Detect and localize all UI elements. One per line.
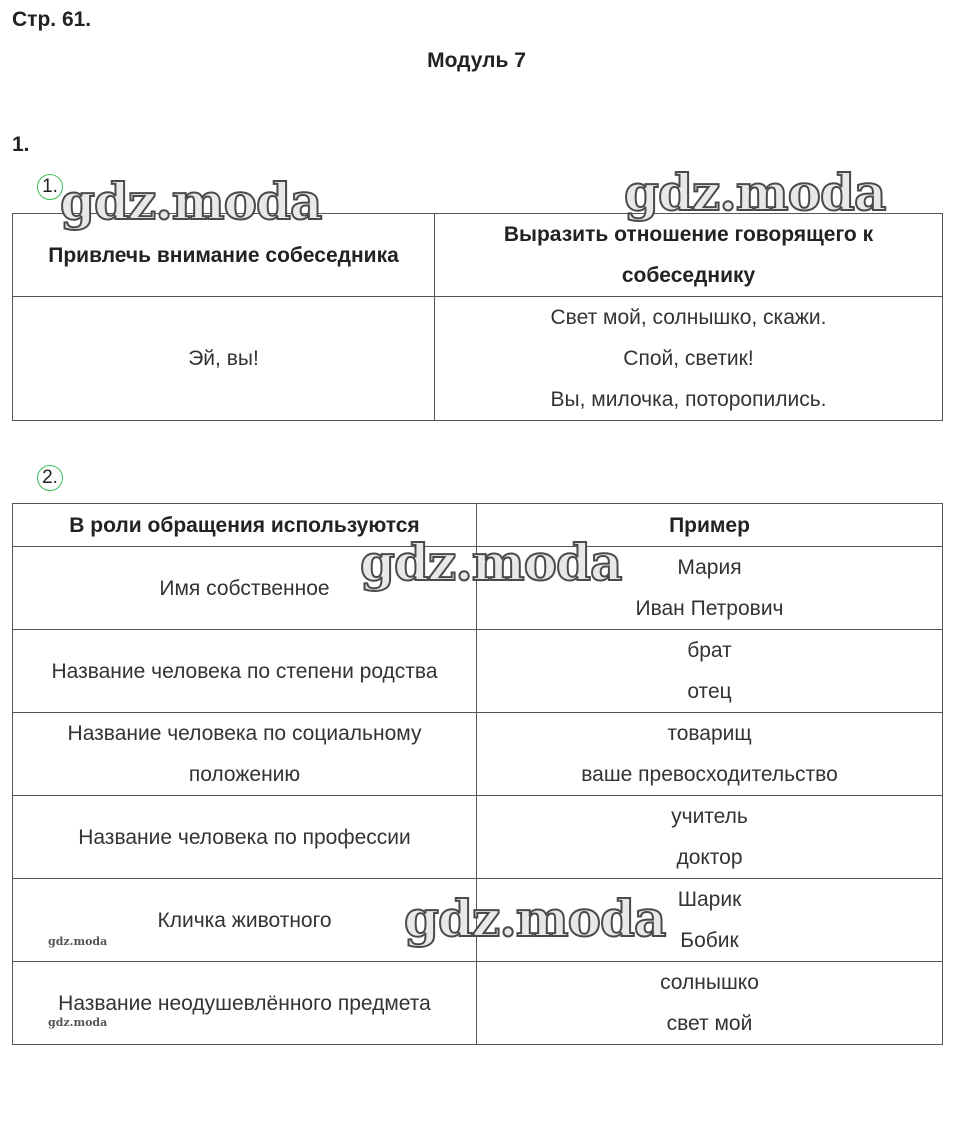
part-2-marker: 2. [37,465,63,491]
example-line: ваше превосходительство [581,763,838,786]
part-1-marker: 1. [37,174,63,200]
example-line: брат [687,639,732,662]
module-title: Модуль 7 [427,49,526,72]
table-row [13,297,943,421]
watermark-logo: gdz.moda [360,533,622,592]
address-type-cell [13,879,477,962]
address-type-cell [13,547,477,630]
example-line: учитель [671,805,748,828]
table-row [13,879,943,962]
table-row [13,962,943,1045]
example-cell [477,713,943,796]
example-line: Иван Петрович [635,597,784,620]
express-attitude-examples [435,297,943,421]
address-type-line: Кличка животного [157,908,332,932]
address-type-cell [13,796,477,879]
example-line: Бобик [680,929,739,952]
example-cell [477,630,943,713]
part-2-table [12,503,943,1045]
table-row [13,630,943,713]
example-line: товарищ [667,722,752,745]
task-number: 1. [12,133,30,156]
address-type-line: Название человека по профессии [78,825,411,849]
page-reference: Стр. 61. [12,8,92,31]
example-cell [477,547,943,630]
example-cell [477,796,943,879]
table-header-row [13,214,943,297]
table-row [13,547,943,630]
example-cell [477,962,943,1045]
example-line: доктор [676,846,743,869]
example-line: Шарик [677,888,742,911]
example-line: Спой, светик! [623,347,754,370]
example-line: солнышко [660,971,759,994]
header-express-attitude: Выразить отношение говорящего к собеседнику [435,214,943,297]
address-type-cell [13,713,477,796]
example-line: отец [687,680,732,703]
header-address-types: В роли обращения используются [13,504,477,547]
header-example: Пример [477,504,943,547]
header-attract-attention: Привлечь внимание собеседника [13,214,435,297]
address-type-line: Название человека по степени родства [51,659,438,683]
watermark-small: gdz.moda [48,935,108,948]
example-cell [477,879,943,962]
watermark-logo: gdz.moda [624,163,886,222]
address-type-cell [13,962,477,1045]
address-type-line: Название неодушевлённого предмета [58,991,431,1015]
watermark-logo: gdz.moda [404,889,666,948]
watermark-logo: gdz.moda [60,172,322,231]
attract-attention-example: Эй, вы! [13,297,435,421]
table-row [13,796,943,879]
address-type-line: Название человека по социальному [67,722,422,745]
example-line: Мария [677,556,742,579]
watermark-small: gdz.moda [48,1016,108,1029]
address-type-cell [13,630,477,713]
example-line: свет мой [666,1012,753,1035]
table-row [13,713,943,796]
address-type-line: положению [188,763,301,786]
example-line: Вы, милочка, поторопились. [550,388,827,411]
table-header-row [13,504,943,547]
example-line: Свет мой, солнышко, скажи. [550,306,827,329]
address-type-line: Имя собственное [159,576,330,600]
part-1-table [12,213,943,421]
